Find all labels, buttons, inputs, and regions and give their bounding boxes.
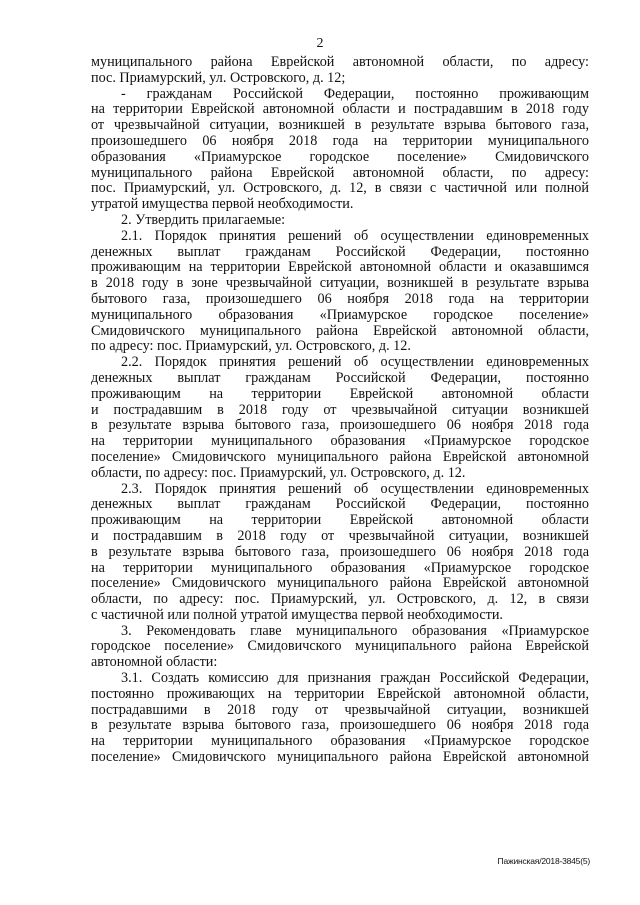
text-line: проживающим на территории Еврейской автономной области: [91, 385, 589, 402]
text-line: бытового газа, произошедшего 06 ноября 2018 года на территории: [91, 290, 589, 307]
text-line: пос. Приамурский, ул. Островского, д. 12, в связи с частичной или полной: [91, 180, 589, 197]
text-line: образования «Приамурское городское поселение» Смидовичского: [91, 148, 589, 165]
text-line: по адресу: пос. Приамурский, ул. Островского, д. 12.: [91, 338, 411, 355]
text-line: пострадавшими в 2018 году от чрезвычайной ситуации, возникшей: [91, 701, 589, 718]
page-number: 2: [316, 36, 324, 51]
text-line: 2.1. Порядок принятия решений об осуществлении единовременных: [121, 227, 589, 244]
text-line: постоянно проживающих на территории Еврейской автономной области,: [91, 685, 589, 702]
text-line: - гражданам Российской Федерации, постоянно проживающим: [121, 85, 589, 102]
text-line: проживающим на территории Еврейской автономной области и оказавшимся: [91, 259, 589, 276]
text-line: поселение» Смидовичского муниципального района Еврейской автономной: [91, 448, 589, 465]
text-line: Смидовичского муниципального района Еврейской автономной области,: [91, 322, 589, 339]
text-line: области, по адресу: пос. Приамурский, ул. Островского, д. 12.: [91, 464, 466, 481]
text-line: 2. Утвердить прилагаемые:: [121, 211, 286, 228]
text-line: на территории муниципального образования «Приамурское городское: [91, 733, 589, 750]
document-body: [91, 55, 589, 766]
text-line: на территории Еврейской автономной области и пострадавшим в 2018 году: [91, 101, 589, 118]
text-line: пос. Приамурский, ул. Островского, д. 12;: [91, 69, 346, 86]
document-reference-code: Пажинская/2018-3845(5): [497, 856, 590, 866]
text-line: и пострадавшим в 2018 году от чрезвычайной ситуации возникшей: [91, 401, 589, 418]
text-line: от чрезвычайной ситуации, возникшей в результате взрыва бытового газа,: [91, 117, 589, 134]
text-line: в результате взрыва бытового газа, произошедшего 06 ноября 2018 года: [91, 717, 589, 734]
text-line: на территории муниципального образования «Приамурское городское: [91, 433, 589, 450]
text-line: городское поселение» Смидовичского муниципального района Еврейской: [91, 638, 589, 655]
text-line: поселение» Смидовичского муниципального района Еврейской автономной: [91, 749, 589, 766]
text-line: в результате взрыва бытового газа, произошедшего 06 ноября 2018 года: [91, 417, 589, 434]
text-line: с частичной или полной утратой имущества первой необходимости.: [91, 606, 503, 623]
text-line: области, по адресу: пос. Приамурский, ул. Островского, д. 12, в связи: [91, 591, 589, 608]
text-line: утратой имущества первой необходимости.: [91, 196, 354, 213]
text-line: в 2018 году в зоне чрезвычайной ситуации, возникшей в результате взрыва: [91, 275, 589, 292]
text-line: муниципального района Еврейской автономной области, по адресу:: [91, 164, 589, 181]
text-line: автономной области:: [91, 654, 218, 671]
text-line: 3. Рекомендовать главе муниципального образования «Приамурское: [121, 622, 589, 639]
text-line: муниципального района Еврейской автономной области, по адресу:: [91, 54, 589, 70]
text-line: 2.3. Порядок принятия решений об осуществлении единовременных: [121, 480, 589, 497]
text-line: денежных выплат гражданам Российской Федерации, постоянно: [91, 243, 589, 260]
text-line: муниципального образования «Приамурское городское поселение»: [91, 306, 589, 323]
text-line: 2.2. Порядок принятия решений об осуществлении единовременных: [121, 354, 589, 371]
text-line: поселение» Смидовичского муниципального района Еврейской автономной: [91, 575, 589, 592]
text-line: на территории муниципального образования «Приамурское городское: [91, 559, 589, 576]
text-line: в результате взрыва бытового газа, произошедшего 06 ноября 2018 года: [91, 543, 589, 560]
text-line: произошедшего 06 ноября 2018 года на территории муниципального: [91, 132, 589, 149]
text-line: 3.1. Создать комиссию для признания граждан Российской Федерации,: [121, 670, 589, 687]
text-line: денежных выплат гражданам Российской Федерации, постоянно: [91, 496, 589, 513]
text-line: и пострадавшим в 2018 году от чрезвычайной ситуации, возникшей: [91, 527, 589, 544]
text-line: денежных выплат гражданам Российской Федерации, постоянно: [91, 369, 589, 386]
text-line: проживающим на территории Еврейской автономной области: [91, 512, 589, 529]
